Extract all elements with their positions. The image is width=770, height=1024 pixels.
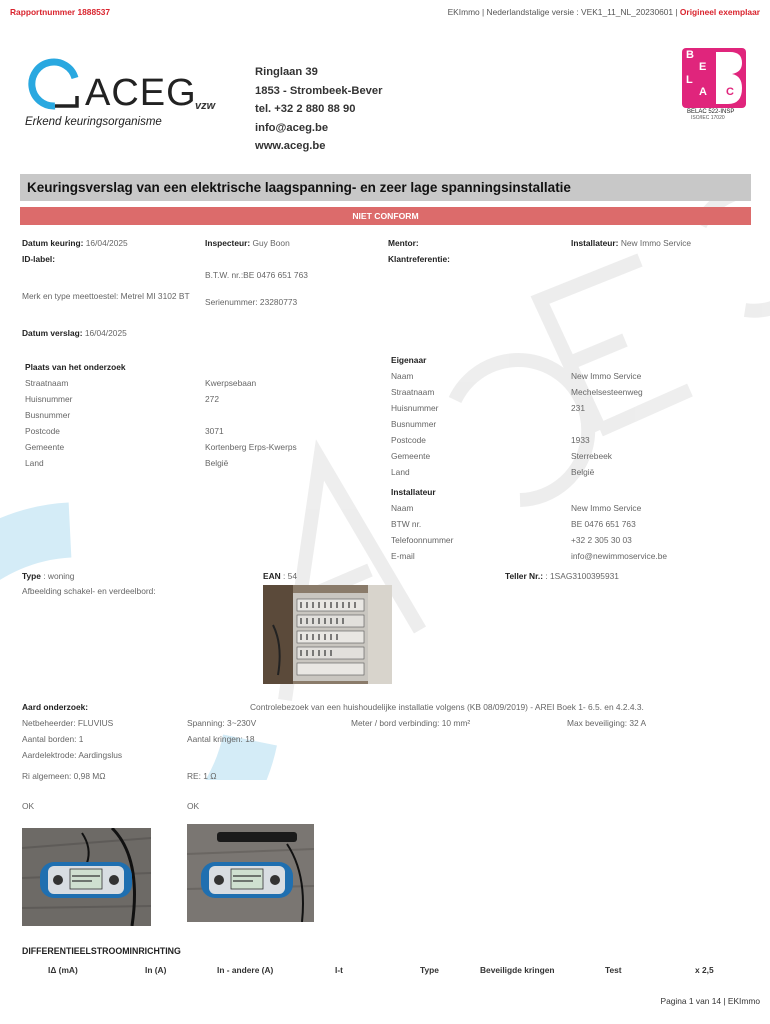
- address-street: Ringlaan 39: [255, 66, 318, 78]
- client-reference-label: Klantreferentie:: [388, 254, 450, 264]
- site-municipality-label: Gemeente: [25, 442, 65, 452]
- owner-name-label: Naam: [391, 371, 414, 381]
- owner-housenumber-label: Huisnummer: [391, 403, 439, 413]
- installer-field-value: New Immo Service: [620, 238, 692, 248]
- address-website: www.aceg.be: [255, 140, 326, 152]
- earth-resistance: RE: 1 Ω: [187, 771, 217, 781]
- insulation-tester-photo: [22, 828, 151, 926]
- site-box-label: Busnummer: [25, 410, 71, 420]
- rcd-col-it: I-t: [335, 965, 343, 975]
- owner-street-label: Straatnaam: [391, 387, 435, 397]
- site-heading: Plaats van het onderzoek: [25, 362, 126, 372]
- inspector-value: Guy Boon: [252, 238, 290, 248]
- installer-field: [571, 238, 691, 248]
- page-footer: Pagina 1 van 14 | EKImmo: [660, 996, 760, 1006]
- voltage: Spanning: 3~230V: [187, 718, 257, 728]
- installer-phone-label: Telefoonnummer: [391, 535, 454, 545]
- report-title: Keuringsverslag van een elektrische laagspanning- en zeer lage spanningsinstallatie: [27, 180, 571, 195]
- belac-letter-a: A: [699, 86, 707, 98]
- rcd-col-type: Type: [420, 965, 439, 975]
- site-municipality-value: Kortenberg Erps-Kwerps: [205, 442, 297, 452]
- site-postcode-label: Postcode: [25, 426, 60, 436]
- meter-number-value: : 1SAG3100395931: [545, 571, 619, 581]
- installer-heading: Installateur: [391, 487, 436, 497]
- vat-number: B.T.W. nr.:BE 0476 651 763: [205, 270, 308, 280]
- report-title-bar: [20, 174, 751, 201]
- site-street-value: Kwerpsebaan: [205, 378, 257, 388]
- belac-standard: ISO/IEC 17020: [691, 115, 725, 121]
- site-street-label: Straatnaam: [25, 378, 69, 388]
- inspection-date-label: Datum keuring:: [22, 238, 84, 248]
- original-copy-label: Origineel exemplaar: [679, 7, 760, 17]
- status-banner: [20, 207, 751, 225]
- grid-operator: Netbeheerder: FLUVIUS: [22, 718, 114, 728]
- aceg-logo-mark: [25, 58, 85, 113]
- installer-email-value: info@newimmoservice.be: [571, 551, 668, 561]
- report-date-value: 16/04/2025: [84, 328, 127, 338]
- aceg-logo-text: ACEG: [85, 72, 197, 114]
- board-image-label: Afbeelding schakel- en verdeelbord:: [22, 586, 156, 596]
- aceg-logo-vzw: vzw: [195, 100, 216, 112]
- owner-municipality-label: Gemeente: [391, 451, 431, 461]
- inspector: [205, 238, 290, 248]
- owner-postcode-label: Postcode: [391, 435, 426, 445]
- dwelling-type: [22, 571, 74, 581]
- belac-letter-e: E: [699, 61, 707, 73]
- inspection-date: [22, 238, 128, 248]
- meter-number-label: Teller Nr.:: [505, 571, 544, 581]
- owner-box-label: Busnummer: [391, 419, 437, 429]
- rcd-col-in-other: In - andere (A): [217, 965, 274, 975]
- id-label: ID-label:: [22, 254, 56, 264]
- meter-number: [505, 571, 619, 581]
- insulation-resistance: Ri algemeen: 0,98 MΩ: [22, 771, 106, 781]
- address-block: [255, 63, 382, 156]
- site-country-value: België: [205, 458, 229, 468]
- rcd-col-idelta: IΔ (mA): [48, 965, 78, 975]
- belac-letter-b: B: [686, 49, 694, 61]
- belac-letter-c: C: [726, 86, 734, 98]
- inspection-date-value: 16/04/2025: [85, 238, 128, 248]
- serial-number: Serienummer: 23280773: [205, 297, 298, 307]
- site-housenumber-label: Huisnummer: [25, 394, 73, 404]
- distribution-board-photo: [263, 585, 392, 684]
- site-country-label: Land: [25, 458, 44, 468]
- owner-postcode-value: 1933: [571, 435, 590, 445]
- rcd-col-test: Test: [605, 965, 622, 975]
- owner-country-value: België: [571, 467, 595, 477]
- inspector-label: Inspecteur:: [205, 238, 251, 248]
- installer-email-label: E-mail: [391, 551, 415, 561]
- number-of-circuits: Aantal kringen: 18: [187, 734, 255, 744]
- installer-field-label: Installateur:: [571, 238, 619, 248]
- address-email: info@aceg.be: [255, 121, 329, 134]
- rcd-heading: DIFFERENTIEELSTROOMINRICHTING: [22, 946, 181, 956]
- site-housenumber-value: 272: [205, 394, 219, 404]
- version-text: EKImmo | Nederlandstalige versie : VEK1_11_NL_20230601 |: [447, 7, 678, 17]
- earth-electrode: Aardelektrode: Aardingslus: [22, 750, 123, 760]
- belac-accreditation: BELAC 522-INSP: [687, 109, 735, 115]
- meter-device: Merk en type meettoestel: Metrel MI 3102 BT: [22, 291, 190, 301]
- rcd-col-in: In (A): [145, 965, 167, 975]
- owner-name-value: New Immo Service: [571, 371, 642, 381]
- owner-street-value: Mechelsesteenweg: [571, 387, 643, 397]
- ean: [263, 571, 297, 581]
- version-line: [448, 7, 760, 17]
- report-number: Rapportnummer 1888537: [10, 7, 111, 17]
- ean-label: EAN: [263, 571, 281, 581]
- status-label: NIET CONFORM: [352, 211, 419, 221]
- dwelling-type-label: Type: [22, 571, 41, 581]
- owner-housenumber-value: 231: [571, 403, 585, 413]
- site-postcode-value: 3071: [205, 426, 224, 436]
- insulation-result: OK: [22, 801, 35, 811]
- owner-heading: Eigenaar: [391, 355, 427, 365]
- address-phone: tel. +32 2 880 88 90: [255, 103, 356, 115]
- installer-phone-value: +32 2 305 30 03: [571, 535, 632, 545]
- examination-kind-label: Aard onderzoek:: [22, 702, 89, 712]
- belac-logo: [682, 48, 746, 120]
- installer-vat-value: BE 0476 651 763: [571, 519, 636, 529]
- owner-country-label: Land: [391, 467, 410, 477]
- number-of-boards: Aantal borden: 1: [22, 734, 84, 744]
- report-date: [22, 328, 127, 338]
- earth-result: OK: [187, 801, 200, 811]
- earth-tester-photo: [187, 824, 314, 922]
- aceg-tagline: Erkend keuringsorganisme: [25, 116, 162, 128]
- examination-kind-value: Controlebezoek van een huishoudelijke installatie volgens (KB 08/09/2019) - AREI Boek 1- 6.5. en 4.2.4.3.: [250, 702, 644, 712]
- report-date-label: Datum verslag:: [22, 328, 83, 338]
- rcd-col-protected-circuits: Beveiligde kringen: [480, 965, 555, 975]
- belac-letter-l: L: [686, 74, 693, 86]
- rcd-col-x25: x 2,5: [695, 965, 714, 975]
- aceg-watermark: [0, 200, 770, 780]
- owner-municipality-value: Sterrebeek: [571, 451, 612, 461]
- meter-board-connection: Meter / bord verbinding: 10 mm²: [351, 718, 471, 728]
- mentor-label: Mentor:: [388, 238, 419, 248]
- installer-name-value: New Immo Service: [571, 503, 642, 513]
- ean-value: : 54: [283, 571, 297, 581]
- installer-vat-label: BTW nr.: [391, 519, 422, 529]
- max-protection: Max beveiliging: 32 A: [567, 718, 647, 728]
- dwelling-type-value: : woning: [43, 571, 75, 581]
- aceg-logo: [25, 58, 220, 130]
- installer-name-label: Naam: [391, 503, 414, 513]
- address-city: 1853 - Strombeek-Bever: [255, 84, 383, 97]
